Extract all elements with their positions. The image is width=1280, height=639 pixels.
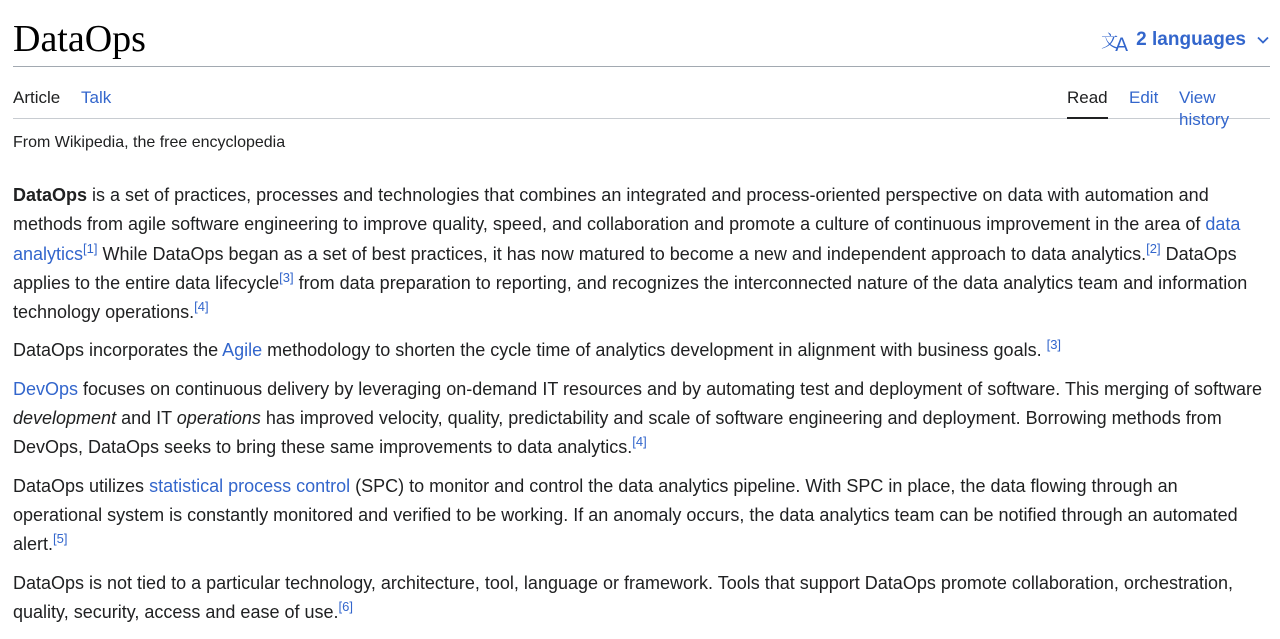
citation-3 xyxy=(279,270,293,285)
paragraph-text: is a set of practices, processes and technologies that combines an integrated and process-oriented perspective on data with automation and methods from agile software engineering to improve quality, speed, and collaboration and promote a culture of continuous improvement in the area of xyxy=(13,185,1209,235)
paragraph-text: from data preparation to reporting, and recognizes the interconnected nature of the data analytics team and information technology operations. xyxy=(13,272,1248,323)
link-devops[interactable]: DevOps xyxy=(13,378,79,399)
link-statistical-process-control[interactable]: statistical process control xyxy=(149,475,351,496)
paragraph-text: focuses on continuous delivery by leveraging on-demand IT resources and by automating test and deployment of software. This merging of software xyxy=(78,378,1263,399)
paragraph-text: DataOps is not tied to a particular technology, architecture, tool, language or framework. Tools that support DataOps promote collaboration, orchestration, quality, security, access and ease of use. xyxy=(13,572,1233,622)
citation-link-2[interactable]: [2] xyxy=(1146,240,1161,256)
tab-article[interactable]: Article xyxy=(13,88,61,107)
link-data-analytics[interactable]: data analytics xyxy=(13,214,1241,264)
title-bar xyxy=(13,0,1270,67)
citation-link-3[interactable]: [3] xyxy=(279,269,294,285)
page-tabs xyxy=(13,67,1270,129)
emphasis-operations: operations xyxy=(176,408,261,429)
paragraph-text: methodology to shorten the cycle time of analytics development in alignment with business goals. xyxy=(262,340,1047,361)
citation-link-5[interactable]: [5] xyxy=(53,531,68,547)
tab-read[interactable]: Read xyxy=(1067,87,1108,119)
language-selector-button[interactable] xyxy=(1101,27,1270,56)
paragraph-text: While DataOps began as a set of best practices, it has now matured to become a new and independent approach to data analytics. xyxy=(97,243,1147,264)
citation-link-1[interactable]: [1] xyxy=(83,240,98,256)
link-agile[interactable]: Agile xyxy=(222,340,263,361)
tab-edit[interactable]: Edit xyxy=(1129,88,1159,107)
citation-link-4[interactable]: [4] xyxy=(194,299,209,315)
paragraph-text: has improved velocity, quality, predictability and scale of software engineering and deployment. Borrowing methods from DevOps, DataOps seeks to bring these same improvements to data analytics. xyxy=(13,408,1222,458)
citation-4 xyxy=(632,434,646,449)
paragraph-text: DataOps incorporates the xyxy=(13,340,223,361)
citation-2 xyxy=(1146,241,1160,256)
citation-link-6[interactable]: [6] xyxy=(338,598,353,614)
tab-view-history[interactable]: View history xyxy=(1179,88,1230,129)
paragraph-agile xyxy=(13,336,1270,365)
paragraph-text: (SPC) to monitor and control the data analytics pipeline. With SPC in place, the data flowing through an operational system is constantly monitored and verified to be working. If an anomaly occurs, the data analytics team can be notified through an automated alert. xyxy=(13,475,1238,555)
paragraph-text: DataOps applies to the entire data lifecycle xyxy=(13,243,1237,293)
translate-icon: 文 A xyxy=(1101,32,1129,56)
term-dataops: DataOps xyxy=(13,185,88,205)
paragraph-spc xyxy=(13,472,1270,560)
citation-6 xyxy=(339,599,353,614)
page-title: DataOps xyxy=(13,18,146,60)
citation-3 xyxy=(1047,337,1061,352)
paragraph-text: DataOps utilizes xyxy=(13,475,150,496)
language-count-label: 2 languages xyxy=(1136,28,1246,50)
site-tagline: From Wikipedia, the free encyclopedia xyxy=(13,134,286,151)
article-body xyxy=(13,181,1270,627)
paragraph-intro xyxy=(13,181,1270,327)
citation-link-4[interactable]: [4] xyxy=(632,434,647,450)
citation-5 xyxy=(53,531,67,546)
paragraph-devops xyxy=(13,375,1270,463)
citation-link-3[interactable]: [3] xyxy=(1046,337,1062,353)
citation-1 xyxy=(83,241,97,256)
tab-talk[interactable]: Talk xyxy=(81,88,112,107)
chevron-down-icon xyxy=(1256,33,1270,47)
emphasis-development: development xyxy=(13,408,117,429)
paragraph-text: and IT xyxy=(116,408,177,429)
paragraph-tools xyxy=(13,569,1270,628)
citation-4 xyxy=(194,299,208,314)
